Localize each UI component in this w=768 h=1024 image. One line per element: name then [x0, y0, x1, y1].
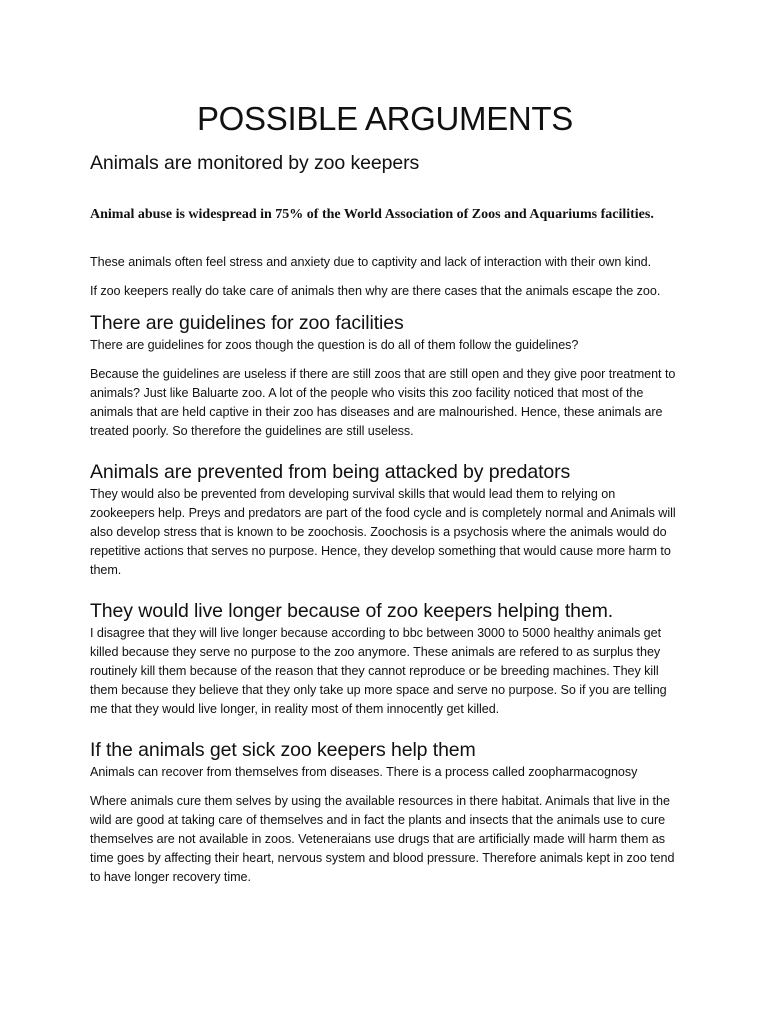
paragraph: I disagree that they will live longer because according to bbc between 3000 to 5000 healthy animals get killed because they serve no purpose to the zoo anymore. These animals are refered to as surplus they routinely kill them because of the reason that they cannot reproduce or be breeding machines. They kill them because they believe that they only take up more space and serve no purpose. So if you are telling me that they would live longer, in reality most of them innocently get killed. — [90, 626, 667, 716]
paragraph: They would also be prevented from developing survival skills that would lead them to relying on zookeepers help. Preys and predators are part of the food cycle and is completely normal and Animals will also develop stress that is known to be zoochosis. Zoochosis is a psychosis where the animals would do repetitive actions that serves no purpose. Hence, they develop something that would cause more harm to them. — [90, 487, 676, 577]
paragraph: There are guidelines for zoos though the question is do all of them follow the guidelines? — [90, 338, 579, 352]
paragraph: If zoo keepers really do take care of animals then why are there cases that the animals escape the zoo. — [90, 284, 661, 298]
section-lead-abuse: Animal abuse is widespread in 75% of the World Association of Zoos and Aquariums facilities. — [90, 207, 654, 222]
section-heading-predators: Animals are prevented from being attacked by predators — [90, 461, 571, 483]
page-title: POSSIBLE ARGUMENTS — [196, 100, 574, 137]
section-heading-monitored: Animals are monitored by zoo keepers — [90, 152, 420, 174]
paragraph: Where animals cure them selves by using the available resources in there habitat. Animals that live in the wild are good at taking care of themselves and in fact the plants and insects that the animals use to cure themselves are not available in zoos. Veteneraians use drugs that are artificially made will harm them as time goes by affecting their heart, nervous system and blood pressure. Therefore animals kept in zoo tend to have longer recovery time. — [90, 794, 675, 884]
paragraph: Animals can recover from themselves from diseases. There is a process called zoopharmacognosy — [90, 765, 638, 779]
section-heading-sick: If the animals get sick zoo keepers help them — [90, 739, 476, 761]
paragraph: Because the guidelines are useless if there are still zoos that are still open and they give poor treatment to animals? Just like Baluarte zoo. A lot of the people who visits this zoo facility noticed that most of the animals that are held captive in their zoo has diseases and are malnourished. Hence, these animals are treated poorly. So therefore the guidelines are still useless. — [90, 367, 676, 438]
section-heading-live-longer: They would live longer because of zoo keepers helping them. — [90, 600, 614, 622]
section-heading-guidelines: There are guidelines for zoo facilities — [90, 312, 404, 334]
paragraph: These animals often feel stress and anxiety due to captivity and lack of interaction with their own kind. — [90, 255, 652, 269]
